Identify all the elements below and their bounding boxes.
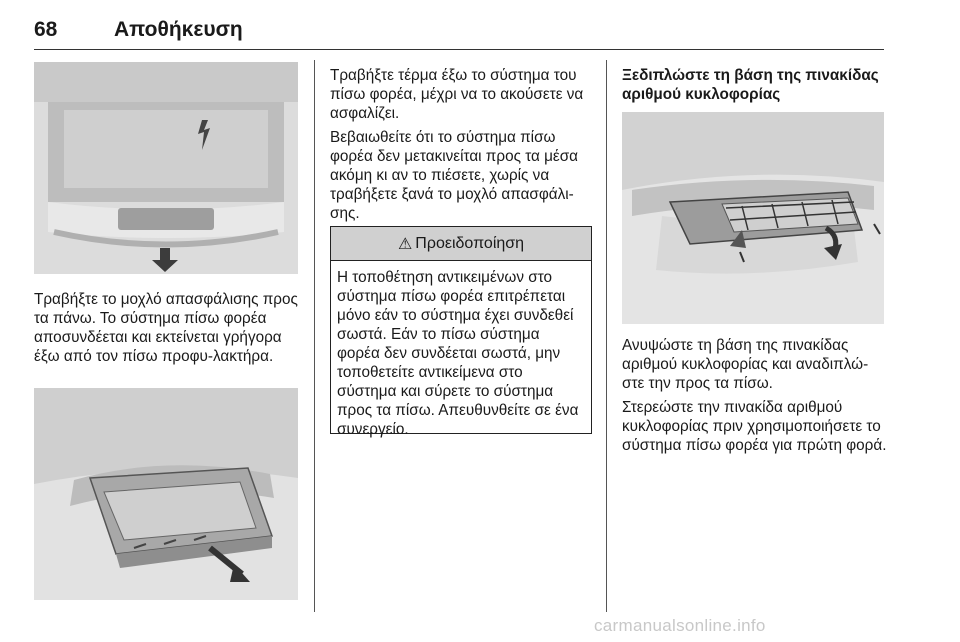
section-title: Αποθήκευση — [114, 18, 243, 41]
paragraph-raise-holder: Ανυψώστε τη βάση της πινακίδας αριθμού κυκλοφορίας και αναδιπλώ-στε την προς τα πίσω. — [622, 337, 869, 392]
header-rule — [34, 49, 884, 50]
column-divider — [314, 60, 315, 612]
illustration-release-lever — [34, 62, 298, 274]
warning-triangle-icon: ⚠ — [397, 235, 413, 253]
warning-title: Προειδοποίηση — [415, 234, 525, 252]
column-divider — [606, 60, 607, 612]
watermark: carmanualsonline.info — [594, 616, 766, 635]
illustration-carrier-extend — [34, 388, 298, 600]
warning-box — [330, 226, 592, 438]
paragraph-pull-lever: Τραβήξτε το μοχλό απασφάλισης προς τα πάνω. Το σύστημα πίσω φορέα αποσυνδέεται και εκτείνεται γρήγορα έξω από τον πίσω προφυ-λακτήρα. — [34, 291, 298, 365]
page-number: 68 — [34, 18, 58, 41]
paragraph-check-carrier: Βεβαιωθείτε ότι το σύστημα πίσω φορέα δεν μετακινείται προς τα μέσα ακόμη κι αν το πιέσετε, χωρίς να τραβήξετε ξανά το μοχλό απασφάλι-σης. — [330, 129, 579, 222]
page-header — [34, 18, 884, 48]
paragraph-pull-fully: Τραβήξτε τέρμα έξω το σύστημα του πίσω φορέα, μέχρι να το ακούσετε να ασφαλίζει. — [330, 67, 584, 122]
warning-text: Η τοποθέτηση αντικειμένων στο σύστημα πίσω φορέα επιτρέπεται μόνο εάν το σύστημα έχει συνδεθεί σωστά. Εάν το πίσω σύστημα φορέα δεν συνδέεται σωστά, μην τοποθετείτε αντικείμενα στο σύστημα και σύρετε το σύστημα προς τα πίσω. Απευθυνθείτε σε ένα συνεργείο. — [337, 269, 579, 438]
paragraph-attach-plate: Στερεώστε την πινακίδα αριθμού κυκλοφορίας πριν χρησιμοποιήσετε το σύστημα πίσω φορέα για πρώτη φορά. — [622, 399, 887, 454]
warning-header — [331, 227, 591, 261]
subheading-unfold-plate: Ξεδιπλώστε τη βάση της πινακίδας αριθμού κυκλοφορίας — [622, 67, 879, 103]
illustration-plate-holder — [622, 112, 884, 324]
